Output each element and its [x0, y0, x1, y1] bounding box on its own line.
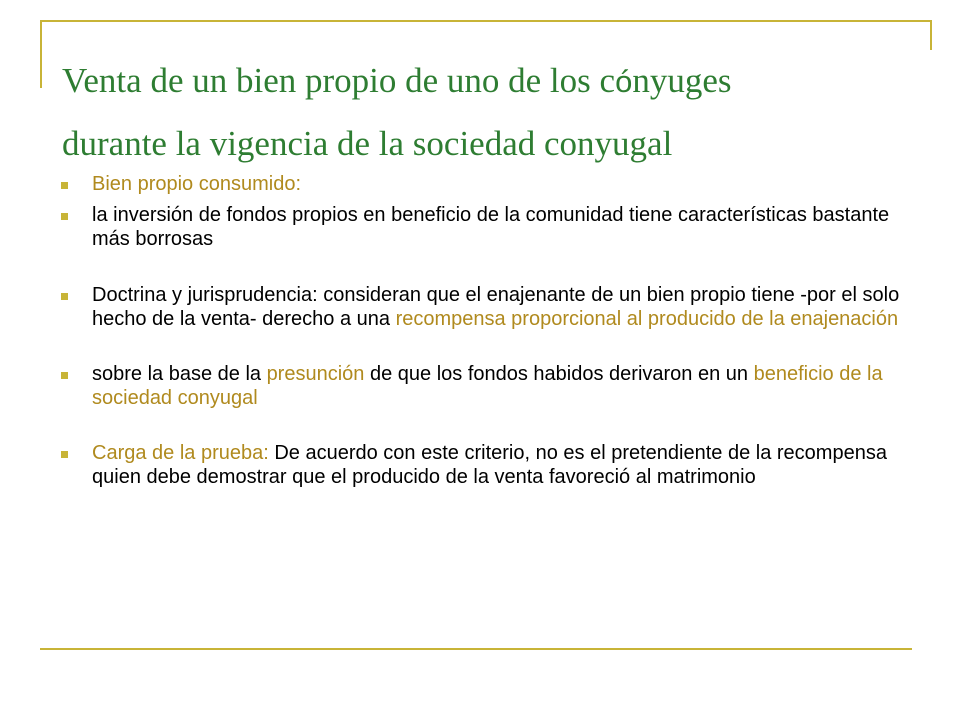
- square-bullet-icon: [61, 451, 68, 458]
- bullet-item: [60, 283, 910, 331]
- slide-title: [62, 50, 922, 175]
- highlighted-text: recompensa proporcional al producido de la enajenación: [395, 308, 899, 330]
- highlighted-text: Carga de la prueba:: [92, 442, 269, 464]
- bullet-text: sobre la base de la: [92, 363, 267, 385]
- title-accent-letter: ó: [615, 64, 633, 99]
- bullet-text: de que los fondos habidos derivaron en un: [364, 363, 754, 385]
- bullet-item: [60, 441, 910, 489]
- top-border-line: [40, 20, 932, 22]
- bullet-item: [60, 362, 910, 410]
- bullet-list: [60, 172, 910, 489]
- square-bullet-icon: [61, 293, 68, 300]
- left-border-line: [40, 20, 42, 88]
- bullet-item: [60, 203, 910, 251]
- square-bullet-icon: [61, 372, 68, 379]
- highlighted-text: beneficio de la sociedad conyugal: [92, 363, 883, 409]
- bottom-border-line: [40, 648, 912, 650]
- bullet-item: [60, 172, 910, 196]
- highlighted-text: Bien propio consumido:: [92, 173, 302, 195]
- bullet-text: la inversión de fondos propios en beneficio de la comunidad tiene características bastante más borrosas: [92, 204, 890, 250]
- square-bullet-icon: [61, 182, 68, 189]
- square-bullet-icon: [61, 213, 68, 220]
- bullet-text: De acuerdo con este criterio, no es el pretendiente de la recompensa quien debe demostrar que el producido de la venta favoreció al matrimonio: [92, 442, 887, 488]
- highlighted-text: presunción: [266, 363, 365, 385]
- bullet-text: Doctrina y jurisprudencia: consideran que el enajenante de un bien propio tiene -por el solo hecho de la venta- derecho a una: [92, 284, 900, 330]
- title-line-2: durante la vigencia de la sociedad conyugal: [62, 124, 673, 163]
- title-line-1: Venta de un bien propio de uno de los cónyuges: [62, 61, 732, 100]
- right-border-line: [930, 20, 932, 50]
